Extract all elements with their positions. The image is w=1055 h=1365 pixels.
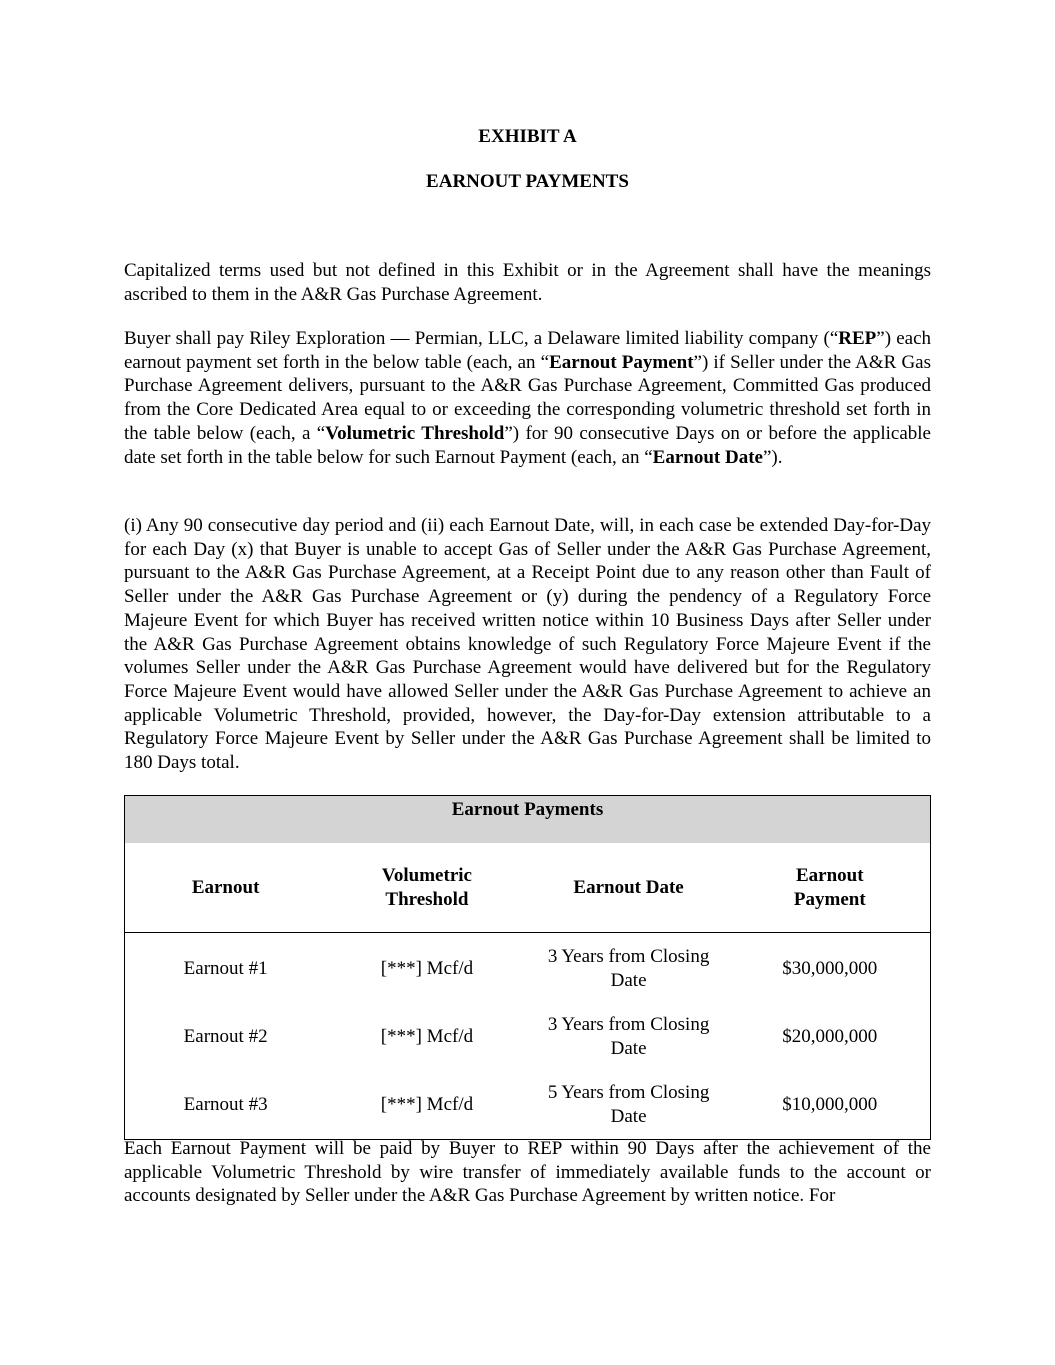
exhibit-title: EARNOUT PAYMENTS: [426, 171, 629, 192]
paragraph-text: ”) if Seller under the A&R Gas Purchase Agreement delivers, pursuant to the A&R Gas Purchase Agreement, Committed Gas produced from the Core Dedicated Area equal to or exceeding the corresponding volumetric threshold set forth in the table below (each, a “: [124, 351, 931, 444]
cell-payment: $20,000,000: [782, 1026, 878, 1047]
paragraph-definitions: Capitalized terms used but not defined in this Exhibit or in the Agreement shall have the meanings ascribed to them in the A&R Gas Purchase Agreement.: [124, 260, 931, 305]
cell-date-text: 3 Years from Closing Date: [547, 1014, 710, 1059]
exhibit-heading: EXHIBIT A: [478, 126, 577, 147]
column-header-payment: [730, 843, 931, 933]
earnout-payments-table: [124, 795, 931, 1140]
paragraph-text: ”) for 90 consecutive Days on or before the applicable date set forth in the table below for such Earnout Payment (each, an “: [124, 422, 931, 468]
cell-date: [528, 1071, 730, 1140]
cell-date: [528, 1003, 730, 1071]
column-header-date: Earnout Date: [528, 843, 730, 933]
defined-term-earnout-payment: Earnout Payment: [549, 351, 694, 373]
cell-threshold: [***] Mcf/d: [380, 1094, 474, 1115]
column-header-payment-line1: Earnout: [795, 864, 864, 886]
column-header-earnout: Earnout: [125, 843, 327, 933]
defined-term-earnout-date: Earnout Date: [652, 446, 763, 468]
cell-earnout: Earnout #2: [183, 1026, 268, 1047]
paragraph-extension: (i) Any 90 consecutive day period and (ii) each Earnout Date, will, in each case be extended Day-for-Day for each Day (x) that Buyer is unable to accept Gas of Seller under the A&R Gas Purchase Agreement, pursuant to the A&R Gas Purchase Agreement, at a Receipt Point due to any reason other than Fault of Seller under the A&R Gas Purchase Agreement or (y) during the pendency of a Regulatory Force Majeure Event for which Buyer has received written notice within 10 Business Days after Seller under the A&R Gas Purchase Agreement obtains knowledge of such Regulatory Force Majeure Event if the volumes Seller under the A&R Gas Purchase Agreement would have delivered but for the Regulatory Force Majeure Event would have allowed Seller under the A&R Gas Purchase Agreement to achieve an applicable Volumetric Threshold, provided, however, the Day-for-Day extension attributable to a Regulatory Force Majeure Event by Seller under the A&R Gas Purchase Agreement shall be limited to 180 Days total.: [124, 515, 931, 774]
paragraph-earnout-obligation: [124, 327, 931, 469]
table-caption-row: [125, 796, 931, 844]
cell-date: [528, 933, 730, 1004]
paragraph-text: ”) each earnout payment set forth in the below table (each, an “: [124, 328, 932, 373]
cell-payment: $10,000,000: [782, 1094, 878, 1115]
column-header-threshold: [326, 843, 527, 933]
paragraph-text: ”).: [762, 446, 783, 468]
defined-term-volumetric-threshold: Volumetric Threshold: [325, 422, 505, 444]
table-header-row: [125, 843, 931, 933]
column-header-threshold-line2: Threshold: [385, 888, 469, 910]
cell-date-text: 3 Years from Closing Date: [547, 946, 710, 991]
cell-earnout: Earnout #3: [183, 1094, 268, 1115]
defined-term-rep: REP: [838, 328, 877, 349]
table-caption: Earnout Payments: [125, 796, 931, 844]
paragraph-payment-terms: Each Earnout Payment will be paid by Buyer to REP within 90 Days after the achievement of the applicable Volumetric Threshold by wire transfer of immediately available funds to the account or accounts designated by Seller under the A&R Gas Purchase Agreement by written notice. For: [124, 1138, 931, 1207]
column-header-threshold-line1: Volumetric: [381, 864, 472, 886]
column-header-payment-line2: Payment: [793, 888, 866, 910]
cell-threshold: [***] Mcf/d: [380, 958, 474, 979]
cell-threshold: [***] Mcf/d: [380, 1026, 474, 1047]
table-row: [125, 1071, 931, 1140]
table-row: [125, 933, 931, 1004]
table-row: [125, 1003, 931, 1071]
cell-date-text: 5 Years from Closing Date: [547, 1082, 710, 1127]
paragraph-text: Buyer shall pay Riley Exploration — Permian, LLC, a Delaware limited liability company (“: [124, 328, 839, 349]
cell-payment: $30,000,000: [782, 958, 878, 979]
cell-earnout: Earnout #1: [183, 958, 268, 979]
